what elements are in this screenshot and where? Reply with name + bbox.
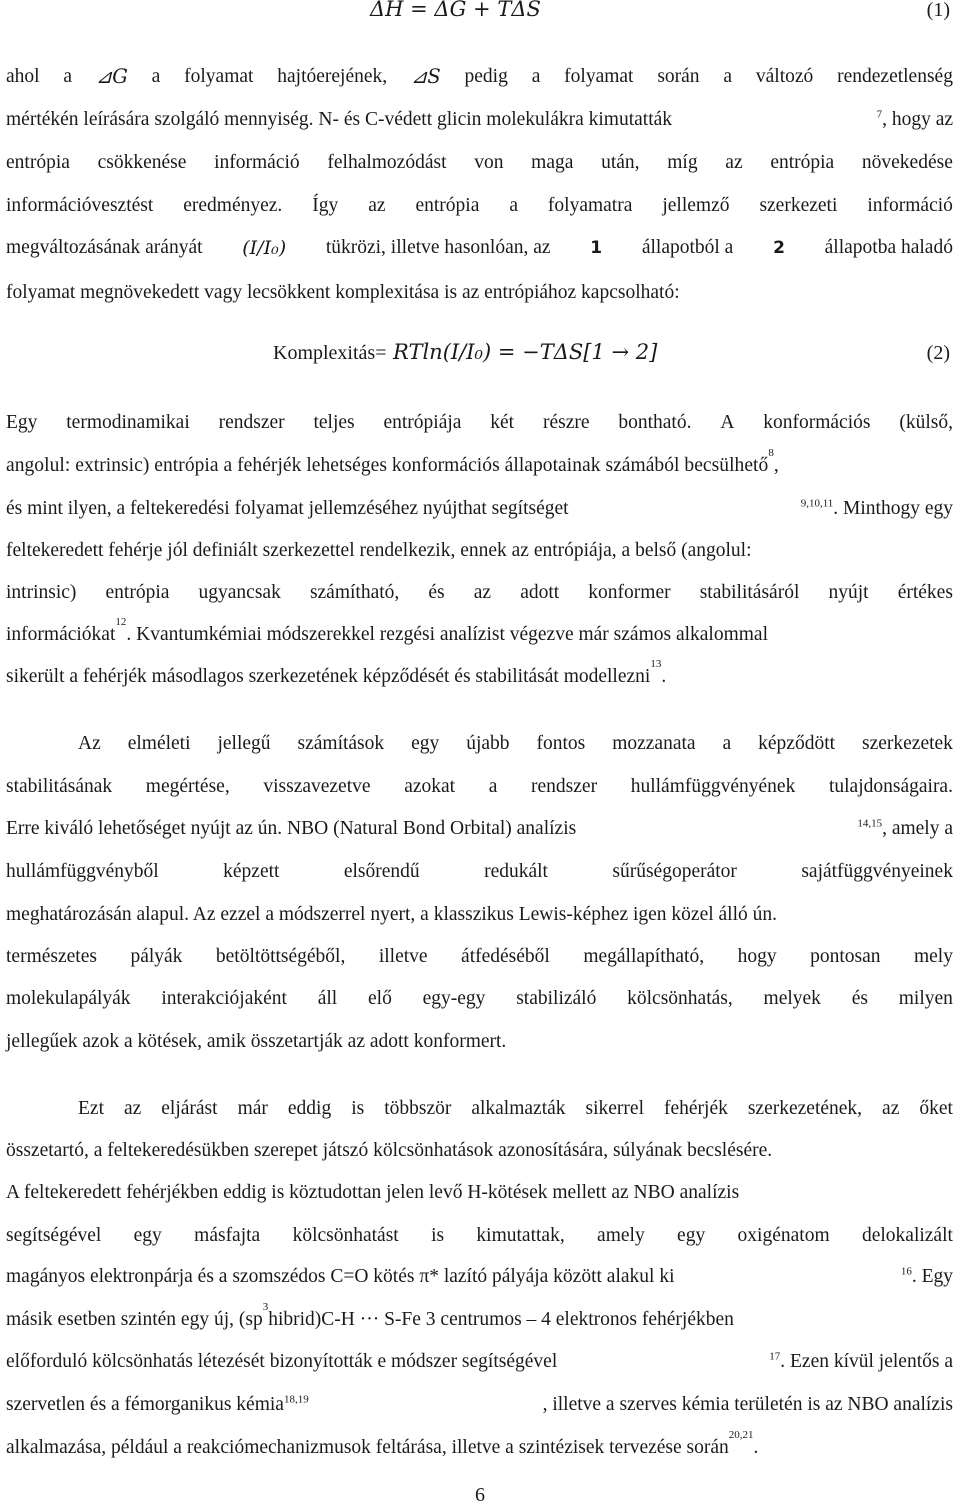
word: amely bbox=[597, 1225, 645, 1246]
word: mozzanata bbox=[612, 733, 696, 754]
paragraph-2-line-3: és mint ilyen, a feltekeredési folyamat jellemzéséhez nyújthat segítséget $^{9,10,11}$. Minthogy egy bbox=[6, 497, 953, 519]
word: is bbox=[431, 1225, 445, 1246]
paragraph-4-line-7: előforduló kölcsönhatás létezését bizonyították e módszer segítségével $^{17}$. Ezen kívül jelentős a bbox=[6, 1350, 953, 1372]
word: milyen bbox=[898, 988, 953, 1009]
equation-1 bbox=[0, 0, 960, 28]
word: visszavezetve bbox=[263, 776, 371, 797]
word: ahol bbox=[6, 66, 40, 87]
citation-ref: 8 bbox=[768, 447, 774, 459]
word: a bbox=[509, 195, 518, 216]
word: folyamat bbox=[184, 66, 254, 87]
word: növekedése bbox=[861, 152, 953, 173]
word: jellegű bbox=[217, 733, 271, 754]
word: képzett bbox=[223, 861, 280, 882]
word: már bbox=[237, 1098, 268, 1119]
word: entrópia bbox=[770, 152, 835, 173]
word: redukált bbox=[484, 861, 548, 882]
paragraph-4-line-2: összetartó, a feltekeredésükben szerepet játszó kölcsönhatások azonosítására, súlyának becslésére. bbox=[6, 1140, 773, 1161]
word: is bbox=[351, 1098, 365, 1119]
paragraph-1-line-4 bbox=[6, 193, 953, 219]
paragraph-2-line-1 bbox=[6, 410, 953, 436]
paragraph-4-line-5: magányos elektronpárja és a szomszédos C=O kötés π* lazító pályája között alakul ki $^{16}$. Egy bbox=[6, 1265, 953, 1287]
word: megállapítható, bbox=[583, 946, 705, 967]
word: kölcsönhatás, bbox=[627, 988, 733, 1009]
word: folyamatra bbox=[547, 195, 633, 216]
word: őket bbox=[919, 1098, 953, 1119]
word: elméleti bbox=[127, 733, 191, 754]
paragraph-1-line-2: mértékén leírására szolgáló mennyiség. N- és C-védett glicin molekulákra kimutatták $^7$, hogy az bbox=[6, 108, 953, 130]
word: stabilizáló bbox=[516, 988, 597, 1009]
word: az bbox=[473, 582, 492, 603]
paragraph-1-line-5: megváltozásának arányát (I/I₀) tükrözi, illetve hasonlóan, az 1 állapotból a 2 állapotba haladó bbox=[6, 237, 953, 259]
state-number-1: 1 bbox=[590, 238, 603, 258]
word: egy bbox=[677, 1225, 706, 1246]
word: információ bbox=[867, 195, 953, 216]
word: melyek bbox=[763, 988, 821, 1009]
paragraph-2-line-7: sikerült a fehérjék másodlagos szerkezetének képződését és stabilitását modellezni 13 . bbox=[6, 664, 953, 690]
word: segítségével bbox=[6, 1225, 102, 1246]
word: a bbox=[151, 66, 161, 87]
paragraph-3-line-3: Erre kiváló lehetőséget nyújt az ún. NBO (Natural Bond Orbital) analízis $^{14,15}$, amely a bbox=[6, 817, 953, 839]
page-number: 6 bbox=[475, 1484, 485, 1506]
word: interakciójaként bbox=[161, 988, 287, 1009]
word: során bbox=[657, 66, 700, 87]
word: a bbox=[488, 776, 498, 797]
ratio-formula: (I/I₀) bbox=[242, 237, 287, 259]
paragraph-4-line-9: alkalmazása, például a reakciómechanizmusok feltárása, illetve a szintézisek tervezése során 20,21 . bbox=[6, 1435, 953, 1461]
word: maga bbox=[531, 152, 574, 173]
word: Így bbox=[312, 195, 339, 216]
equation-1-formula: ΔH = ΔG + TΔS bbox=[370, 0, 541, 21]
paragraph-4-line-3: A feltekeredett fehérjékben eddig is köztudottan jelen levő H-kötések mellett az NBO analízis bbox=[6, 1182, 740, 1203]
word: pályák bbox=[130, 946, 183, 967]
paragraph-3-line-1 bbox=[78, 731, 953, 757]
word: értékes bbox=[897, 582, 953, 603]
word: jellemző bbox=[662, 195, 730, 216]
word: konformációs bbox=[763, 412, 871, 433]
word: ⊿G bbox=[95, 65, 128, 88]
equation-2-prefix: Komplexitás= bbox=[273, 342, 387, 364]
word: azokat bbox=[404, 776, 456, 797]
word: entrópia bbox=[105, 582, 170, 603]
word: mely bbox=[913, 946, 953, 967]
word: újabb bbox=[466, 733, 510, 754]
word: képződött bbox=[758, 733, 836, 754]
word: eljárást bbox=[161, 1098, 218, 1119]
word: hullámfüggvényének bbox=[630, 776, 796, 797]
word: intrinsic) bbox=[6, 582, 77, 603]
word: nyújt bbox=[828, 582, 869, 603]
word: pontosan bbox=[810, 946, 881, 967]
word: áll bbox=[317, 988, 338, 1009]
word: rendezetlenség bbox=[837, 66, 953, 87]
word: sajátfüggvényeinek bbox=[801, 861, 953, 882]
word: hullámfüggvényből bbox=[6, 861, 159, 882]
paragraph-2-line-2: angolul: extrinsic) entrópia a fehérjék lehetséges konformációs állapotainak számából becsülhető 8 , bbox=[6, 453, 953, 479]
equation-1-number: (1) bbox=[926, 0, 950, 21]
citation-ref: 9,10,11 bbox=[800, 497, 834, 510]
word: és bbox=[851, 988, 868, 1009]
word: másfajta bbox=[194, 1225, 261, 1246]
word: míg bbox=[667, 152, 698, 173]
word: eddig bbox=[287, 1098, 332, 1119]
citation-ref: 3 bbox=[262, 1301, 269, 1313]
word: rendszer bbox=[531, 776, 598, 797]
word: ⊿S bbox=[411, 65, 441, 88]
word: a bbox=[63, 66, 73, 87]
word: fehérjék bbox=[663, 1098, 728, 1119]
word: szerkezetének, bbox=[747, 1098, 863, 1119]
paragraph-4-line-6: másik esetben szintén egy új, (sp 3 hibrid)C-H ··· S-Fe 3 centrumos – 4 elektronos fehérjékben bbox=[6, 1307, 953, 1333]
word: bontható. bbox=[618, 412, 692, 433]
word: sűrűségoperátor bbox=[612, 861, 737, 882]
word: entrópiája bbox=[383, 412, 462, 433]
word: az bbox=[123, 1098, 142, 1119]
word: szerkezeti bbox=[759, 195, 838, 216]
word: egy-egy bbox=[422, 988, 486, 1009]
word: változó bbox=[755, 66, 814, 87]
word: az bbox=[368, 195, 386, 216]
word: a bbox=[722, 733, 732, 754]
word: információ bbox=[214, 152, 300, 173]
paragraph-2-line-5 bbox=[6, 580, 953, 606]
equation-2 bbox=[0, 341, 960, 371]
word: von bbox=[474, 152, 504, 173]
word: illetve bbox=[378, 946, 428, 967]
paragraph-1-line-1 bbox=[6, 64, 953, 90]
paragraph-4-line-4 bbox=[6, 1223, 953, 1249]
paragraph-3-line-4 bbox=[6, 859, 953, 885]
word: konformer bbox=[588, 582, 671, 603]
word: az bbox=[882, 1098, 900, 1119]
word: molekulapályák bbox=[6, 988, 131, 1009]
word: hajtóerejének, bbox=[277, 66, 388, 87]
word: átfedéséből bbox=[461, 946, 550, 967]
word: után, bbox=[601, 152, 640, 173]
paragraph-2-line-6: információkat 12 . Kvantumkémiai módszerekkel rezgési analízist végezve már számos alkalommal bbox=[6, 622, 953, 648]
word: Az bbox=[78, 733, 101, 754]
word: kölcsönhatást bbox=[292, 1225, 399, 1246]
citation-ref: 13 bbox=[650, 658, 662, 670]
word: ugyancsak bbox=[198, 582, 281, 603]
paragraph-4-line-1 bbox=[78, 1096, 953, 1122]
word: természetes bbox=[6, 946, 97, 967]
word: teljes bbox=[313, 412, 355, 433]
word: entrópia bbox=[6, 152, 70, 173]
paragraph-3-line-5: meghatározásán alapul. Az ezzel a módszerrel nyert, a klasszikus Lewis-képhez igen közel álló ún. bbox=[6, 904, 778, 925]
word: entrópia bbox=[415, 195, 480, 216]
word: elő bbox=[368, 988, 392, 1009]
citation-ref: 17 bbox=[769, 1350, 781, 1363]
word: termodinamikai bbox=[66, 412, 190, 433]
equation-2-formula: RTln(I/I₀) = −TΔS[1 → 2] bbox=[393, 340, 658, 364]
equation-2-number: (2) bbox=[926, 342, 950, 364]
word: oxigénatom bbox=[737, 1225, 830, 1246]
word: stabilitásáról bbox=[699, 582, 800, 603]
word: az bbox=[725, 152, 743, 173]
citation-ref: 20,21 bbox=[728, 1429, 754, 1441]
word: adott bbox=[520, 582, 560, 603]
citation-ref: 16 bbox=[900, 1265, 912, 1278]
word: delokalizált bbox=[861, 1225, 953, 1246]
word: fontos bbox=[536, 733, 586, 754]
paragraph-4-line-8: szervetlen és a fémorganikus kémia$^{18,19}$ , illetve a szerves kémia területén is az NBO analízis bbox=[6, 1393, 953, 1415]
word: hogy bbox=[737, 946, 777, 967]
word: elsőrendű bbox=[343, 861, 420, 882]
paragraph-3-line-6 bbox=[6, 944, 953, 970]
word: betöltöttségéből, bbox=[215, 946, 346, 967]
word: egy bbox=[411, 733, 440, 754]
word: két bbox=[490, 412, 515, 433]
word: a bbox=[723, 66, 733, 87]
citation-ref: 18,19 bbox=[283, 1393, 309, 1406]
word: eredményez. bbox=[183, 195, 283, 216]
word: Egy bbox=[6, 412, 38, 433]
word: szerkezetek bbox=[862, 733, 953, 754]
paragraph-2-line-4: feltekeredett fehérje jól definiált szerkezettel rendelkezik, ennek az entrópiája, a belső (angolul: bbox=[6, 540, 752, 561]
word: számítások bbox=[297, 733, 385, 754]
word: pedig bbox=[464, 66, 508, 87]
word: felhalmozódást bbox=[327, 152, 447, 173]
word: rendszer bbox=[218, 412, 285, 433]
state-number-2: 2 bbox=[773, 238, 785, 258]
word: sikerrel bbox=[585, 1098, 644, 1119]
word: tulajdonságaira. bbox=[828, 776, 953, 797]
citation-ref: 12 bbox=[115, 616, 127, 628]
paragraph-3-line-2 bbox=[6, 774, 953, 800]
word: csökkenése bbox=[97, 152, 187, 173]
paragraph-3-line-8: jellegűek azok a kötések, amik összetartják az adott konformert. bbox=[6, 1031, 507, 1052]
word: többször bbox=[384, 1098, 452, 1119]
word: folyamat bbox=[564, 66, 634, 87]
word: információvesztést bbox=[6, 195, 154, 216]
word: számítható, bbox=[309, 582, 400, 603]
word: A bbox=[720, 412, 735, 433]
paragraph-1-line-3 bbox=[6, 150, 953, 176]
word: Ezt bbox=[78, 1098, 104, 1119]
word: a bbox=[531, 66, 541, 87]
word: alkalmazták bbox=[471, 1098, 566, 1119]
word: (külső, bbox=[899, 412, 953, 433]
citation-ref: 14,15 bbox=[857, 817, 883, 830]
paragraph-3-line-7 bbox=[6, 986, 953, 1012]
word: és bbox=[428, 582, 445, 603]
word: részre bbox=[542, 412, 590, 433]
paragraph-1-line-6: folyamat megnövekedett vagy lecsökkent komplexitása is az entrópiához kapcsolható: bbox=[6, 282, 680, 303]
word: egy bbox=[133, 1225, 162, 1246]
word: stabilitásának bbox=[6, 776, 113, 797]
citation-ref: 7 bbox=[876, 108, 883, 121]
word: megértése, bbox=[145, 776, 230, 797]
word: kimutattak, bbox=[476, 1225, 565, 1246]
